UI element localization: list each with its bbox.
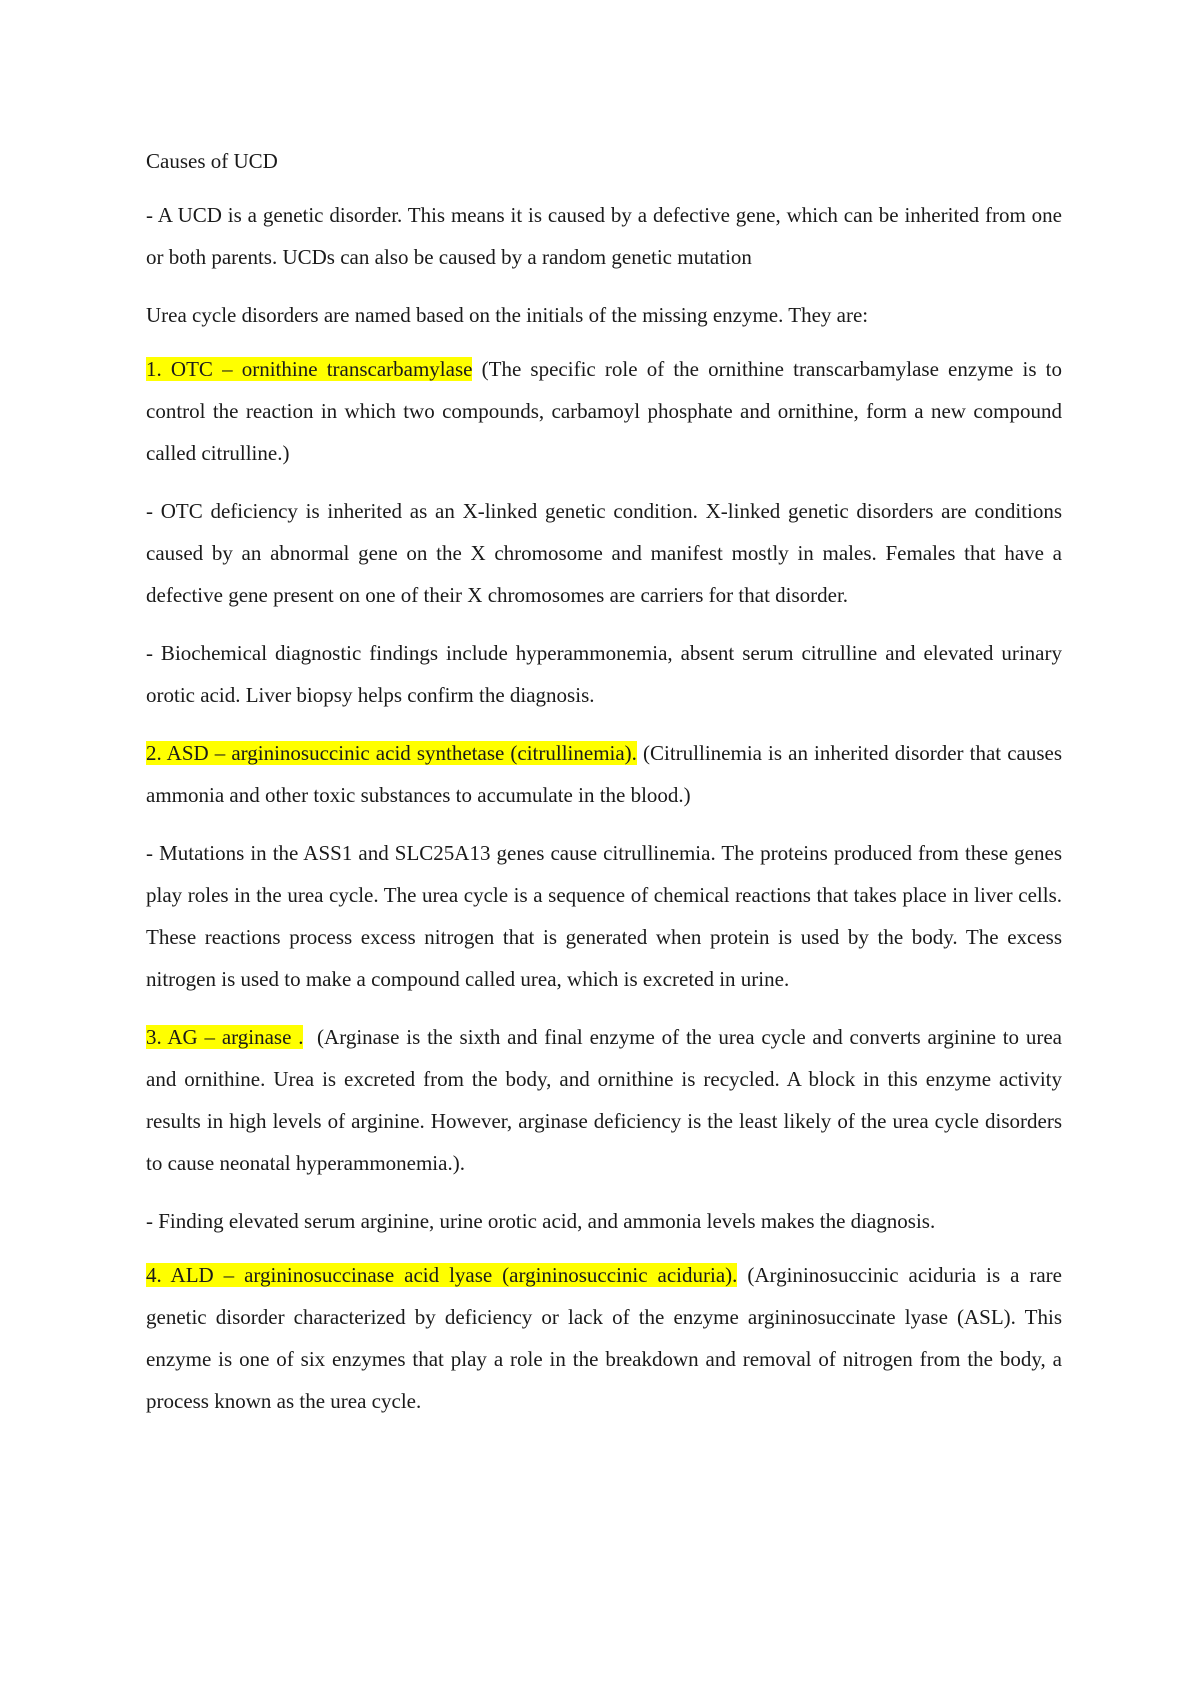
section-ald — [146, 1254, 1062, 1422]
section-note: - Finding elevated serum arginine, urine orotic acid, and ammonia levels makes the diagnosis. — [146, 1209, 936, 1233]
page-title: Causes of UCD — [146, 149, 278, 173]
document-page — [146, 140, 1068, 1438]
section-description: (The specific role of the ornithine transcarbamylase enzyme is to control the reaction in which two compounds, carbamoyl phosphate and ornithine, form a new compound called citrulline.) — [146, 357, 1063, 465]
naming-paragraph: Urea cycle disorders are named based on the initials of the missing enzyme. They are: — [146, 303, 869, 327]
section-note: - OTC deficiency is inherited as an X-linked genetic condition. X-linked genetic disorders are conditions caused by an abnormal gene on the X chromosome and manifest mostly in males. Females that have a defective gene present on one of their X chromosomes are carriers for that disorder. — [146, 499, 1062, 607]
section-description: (Arginase is the sixth and final enzyme of the urea cycle and converts arginine to urea and ornithine. Urea is excreted from the body, and ornithine is recycled. A block in this enzyme activity results in high levels of arginine. However, arginase deficiency is the least likely of the urea cycle disorders to cause neonatal hyperammonemia.). — [146, 1025, 1068, 1175]
highlighted-heading: 2. ASD – argininosuccinic acid synthetase (citrullinemia). — [146, 741, 637, 765]
section-description: (Citrullinemia is an inherited disorder that causes ammonia and other toxic substances to accumulate in the blood.) — [146, 741, 1062, 807]
section-description: (Argininosuccinic aciduria is a rare genetic disorder characterized by deficiency or lack of the enzyme argininosuccinate lyase (ASL). This enzyme is one of six enzymes that play a role in the breakdown and removal of nitrogen from the body, a process known as the urea cycle. — [146, 1263, 1062, 1413]
highlighted-heading: 3. AG – arginase . — [146, 1025, 304, 1049]
section-note: - Biochemical diagnostic findings include hyperammonemia, absent serum citrulline and elevated urinary orotic acid. Liver biopsy helps confirm the diagnosis. — [146, 641, 1062, 707]
section-note: - Mutations in the ASS1 and SLC25A13 genes cause citrullinemia. The proteins produced from these genes play roles in the urea cycle. The urea cycle is a sequence of chemical reactions that takes place in liver cells. These reactions process excess nitrogen that is generated when protein is used by the body. The excess nitrogen is used to make a compound called urea, which is excreted in urine. — [146, 841, 1062, 991]
highlighted-heading: 4. ALD – argininosuccinase acid lyase (argininosuccinic aciduria). — [146, 1263, 738, 1287]
section-ag — [146, 1016, 1068, 1184]
section-asd — [146, 732, 1062, 816]
highlighted-heading: 1. OTC – ornithine transcarbamylase — [146, 357, 473, 381]
section-otc — [146, 348, 1062, 474]
intro-paragraph: - A UCD is a genetic disorder. This means it is caused by a defective gene, which can be inherited from one or both parents. UCDs can also be caused by a random genetic mutation — [146, 203, 1062, 269]
